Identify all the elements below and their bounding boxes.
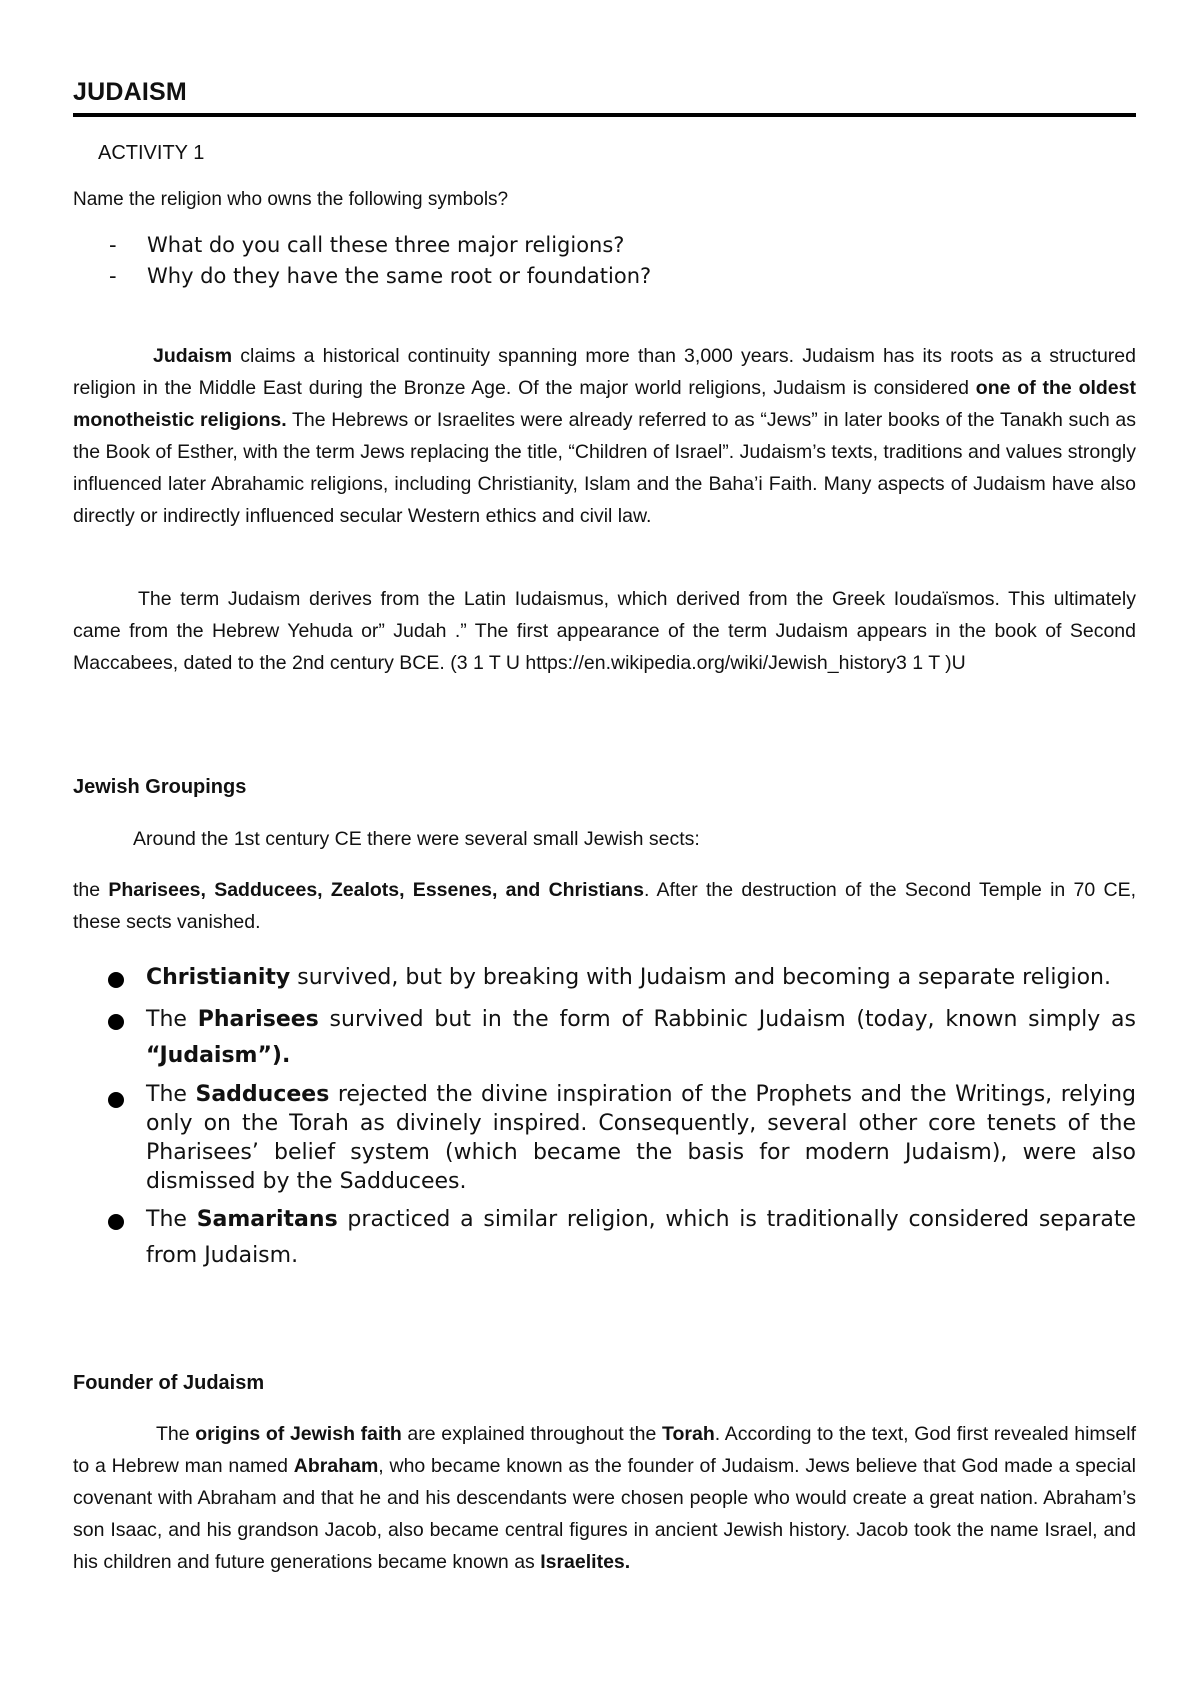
- paragraph-text: the: [73, 879, 109, 901]
- bold-term: Sadducees: [195, 1082, 330, 1107]
- bullet-prefix: The: [146, 1082, 196, 1107]
- bullet-body: survived but in the form of Rabbinic Judaism (today, known simply as: [318, 1007, 1136, 1032]
- paragraph-text: The Hebrews or Israelites were already referred to as “Jews” in later books of the Tanakh such as the Book of Esther, with the term Jews replacing the title, “Children of Israel”. Judaism’s texts, traditions and values strongly influenced later Abrahamic religions, including Christianity, Islam and the Baha’i Faith. Many aspects of Judaism have also directly or indirectly influenced secular Western ethics and civil law.: [73, 409, 1136, 527]
- paragraph-text: Around the 1st century CE there were several small Jewish sects:: [133, 828, 700, 850]
- bold-term: Samaritans: [196, 1207, 338, 1232]
- bullet-text: [146, 1202, 1136, 1274]
- question-item: [73, 261, 651, 292]
- bold-term: Judaism: [153, 345, 233, 367]
- groupings-paragraph-1: [73, 823, 1136, 855]
- dash-marker: -: [109, 264, 117, 288]
- bullet-dot-icon: [108, 1014, 124, 1030]
- bullet-prefix: The: [146, 1207, 197, 1232]
- paragraph-text: are explained throughout the: [401, 1423, 663, 1445]
- list-item: [108, 1002, 1136, 1074]
- intro-paragraph-1: [73, 340, 1136, 532]
- sect-bullet-list: [108, 960, 1136, 1280]
- bullet-prefix: The: [146, 1007, 198, 1032]
- question-text: What do you call these three major religions?: [147, 233, 625, 257]
- paragraph-text: . According to the text, God first revealed himself to a Hebrew man named: [73, 1423, 1136, 1477]
- bold-term: Abraham: [293, 1455, 379, 1477]
- bold-term: Pharisees, Sadducees, Zealots, Essenes, and Christians: [108, 879, 644, 901]
- paragraph-text: , who became known as the founder of Judaism. Jews believe that God made a special covenant with Abraham and that he and his descendants were chosen people who would create a great nation. Abraham’s son Isaac, and his grandson Jacob, also became central figures in ancient Jewish history. Jacob took the name Israel, and his children and future generations became known as: [73, 1455, 1136, 1573]
- bullet-text: [146, 1002, 1136, 1074]
- question-list: [73, 230, 651, 292]
- bullet-dot-icon: [108, 972, 124, 988]
- bullet-text: [146, 960, 1136, 996]
- list-item: [108, 1080, 1136, 1196]
- paragraph-text: The term Judaism derives from the Latin Iudaismus, which derived from the Greek Ioudaïsmos. This ultimately came from the Hebrew Yehuda or” Judah .” The first appearance of the term Judaism appears in the book of Second Maccabees, dated to the 2nd century BCE. (3 1 T U https://en.wikipedia.org/wiki/Jewish_history3 1 T )U: [73, 588, 1136, 674]
- bullet-body: practiced a similar religion, which is traditionally considered separate from Judaism.: [146, 1207, 1136, 1268]
- activity-label: ACTIVITY 1: [98, 142, 205, 164]
- page-title: JUDAISM: [73, 78, 187, 106]
- bullet-body: rejected the divine inspiration of the Prophets and the Writings, relying only on the Torah as divinely inspired. Consequently, several other core tenets of the Pharisees’ belief system (which became the basis for modern Judaism), were also dismissed by the Sadducees.: [146, 1082, 1136, 1194]
- title-rule: [73, 113, 1136, 117]
- founder-paragraph: [73, 1418, 1136, 1578]
- paragraph-text: The: [156, 1423, 196, 1445]
- dash-marker: -: [109, 233, 117, 257]
- bold-term: one of the oldest monotheistic religions.: [73, 377, 1136, 431]
- section-heading-founder: Founder of Judaism: [73, 1372, 265, 1394]
- question-item: [73, 230, 651, 261]
- list-item: [108, 1202, 1136, 1274]
- list-item: [108, 960, 1136, 996]
- question-text: Why do they have the same root or foundation?: [147, 264, 652, 288]
- bullet-dot-icon: [108, 1092, 124, 1108]
- paragraph-text: claims a historical continuity spanning more than 3,000 years. Judaism has its roots as a structured religion in the Middle East during the Bronze Age. Of the major world religions, Judaism is considered: [73, 345, 1136, 399]
- bullet-text: [146, 1080, 1136, 1196]
- groupings-paragraph-2: [73, 874, 1136, 938]
- bold-term: “Judaism”).: [146, 1043, 291, 1068]
- bullet-dot-icon: [108, 1214, 124, 1230]
- bullet-body: survived, but by breaking with Judaism and becoming a separate religion.: [290, 965, 1111, 990]
- bold-term: origins of Jewish faith: [195, 1423, 402, 1445]
- bold-term: Torah: [662, 1423, 715, 1445]
- intro-paragraph-2: [73, 583, 1136, 679]
- bold-term: Christianity: [146, 965, 291, 990]
- section-heading-groupings: Jewish Groupings: [73, 776, 247, 798]
- bold-term: Pharisees: [197, 1007, 319, 1032]
- paragraph-text: . After the destruction of the Second Temple in 70 CE, these sects vanished.: [73, 879, 1136, 933]
- activity-prompt: Name the religion who owns the following symbols?: [73, 189, 509, 210]
- bold-term: Israelites.: [540, 1551, 631, 1573]
